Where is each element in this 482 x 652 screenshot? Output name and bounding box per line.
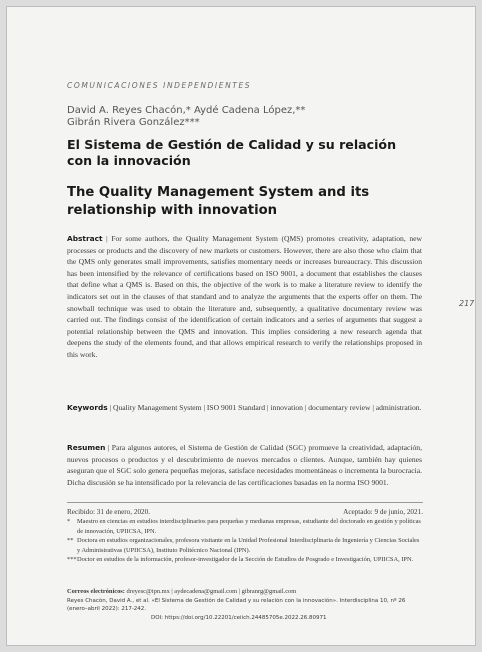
section-label: COMUNICACIONES INDEPENDIENTES bbox=[67, 81, 252, 90]
abstract-separator: | bbox=[102, 234, 112, 243]
doi-link[interactable]: DOI: https://doi.org/10.22201/ceiich.24485705e.2022.26.80971 bbox=[151, 615, 327, 621]
footnote bbox=[67, 555, 423, 565]
resumen-separator: | bbox=[105, 443, 112, 452]
accepted-date: Aceptado: 9 de junio, 2021. bbox=[343, 508, 423, 516]
keywords-label: Keywords bbox=[67, 403, 108, 412]
footnote-text: Doctora en estudios organizacionales, profesora visitante en la Unidad Profesional Interdisciplinaria de Ingeniería y Ciencias Sociales y Administrativas (UPIICSA), Instituto Politécnico Nacional (IPN). bbox=[77, 537, 420, 554]
resumen-label: Resumen bbox=[67, 443, 106, 452]
keywords-text: Quality Management System | ISO 9001 Standard | innovation | documentary review | administration. bbox=[113, 403, 422, 412]
title-english: The Quality Management System and its relationship with innovation bbox=[67, 185, 370, 218]
page-number: 217 bbox=[459, 299, 475, 308]
footnote-mark: *** bbox=[67, 556, 77, 564]
emails-label: Correos electrónicos: bbox=[67, 588, 125, 595]
footnote-mark: * bbox=[67, 518, 71, 525]
resumen-text: Para algunos autores, el Sistema de Gestión de Calidad (SGC) promueve la creatividad, adaptación, nuevos procesos o productos y el descubrimiento de nuevos mercados o clientes. Aunque, también hay quienes aseguran que el SGC solo genera pequeñas mejoras, satisface necesidades momentáneas o incrementa la burocracia. Dicha discusión se ha intensificado por la relevancia de las certificaciones basadas en la norma ISO 9001. bbox=[67, 443, 422, 487]
author-line-1: David A. Reyes Chacón,* Aydé Cadena López,** bbox=[67, 105, 306, 116]
footnote-mark: ** bbox=[67, 537, 74, 545]
footnote-text: Maestro en ciencias en estudios interdisciplinarios para pequeñas y medianas empresas, estudiante del doctorado en gestión y políticas de innovación, UPIICSA, IPN. bbox=[77, 518, 421, 535]
keywords-paragraph bbox=[67, 402, 422, 414]
footnote bbox=[67, 517, 423, 536]
author-line-2: Gibrán Rivera González*** bbox=[67, 117, 200, 128]
submission-dates bbox=[67, 507, 423, 517]
footnote-divider bbox=[67, 502, 423, 503]
footnote-text: Doctor en estudios de la información, profesor-investigador de la Sección de Estudios de Posgrado e Investigación, UPIICSA, IPN. bbox=[77, 556, 414, 564]
author-emails bbox=[67, 587, 423, 597]
author-list bbox=[67, 105, 407, 129]
author-footnotes bbox=[67, 517, 423, 565]
title-spanish: El Sistema de Gestión de Calidad y su relación con la innovación bbox=[67, 137, 397, 168]
received-date: Recibido: 31 de enero, 2020. bbox=[67, 508, 151, 516]
resumen-paragraph bbox=[67, 442, 422, 500]
abstract-text: For some authors, the Quality Management System (QMS) promotes creativity, adaptation, new processes or products and the discovery of new markets or customers. However, there are also those who claim that the QMS only generates small improvements, satisfies momentary needs or increases bureaucracy. This discussion has been intensified by the relevance of certifications based on ISO 9001, a document that establishes the clauses that define what a QMS is. Based on this, the objective of the work is to make a literature review to identify the indicators set out in the clauses of that standard and to analyze the arguments that the experts offer on them. The snowball technique was used to obtain the literature and, subsequently, a qualitative documentary review was carried out. The findings consist of the identification of certain indicators and a series of arguments that suggest a potential relationship between the QMS and innovation. This implies considering a new research agenda that deepens the study of the elements found, and that allows empirical research to verify the relationships proposed in this work. bbox=[67, 234, 422, 359]
emails-text: dreyesc@ipn.mx | aydecadena@gmail.com | gibranrg@gmail.com bbox=[124, 588, 297, 595]
abstract-paragraph bbox=[67, 233, 422, 361]
abstract-label: Abstract bbox=[67, 234, 103, 243]
footnote bbox=[67, 536, 423, 555]
citation-line: Reyes Chacón, David A., et al. «El Sistema de Gestión de Calidad y su relación con la innovación». Interdisciplina 10, nº 26 (enero–abril 2022): 217-242. bbox=[67, 598, 406, 613]
article-page bbox=[6, 6, 476, 646]
keywords-separator: | bbox=[107, 403, 113, 412]
